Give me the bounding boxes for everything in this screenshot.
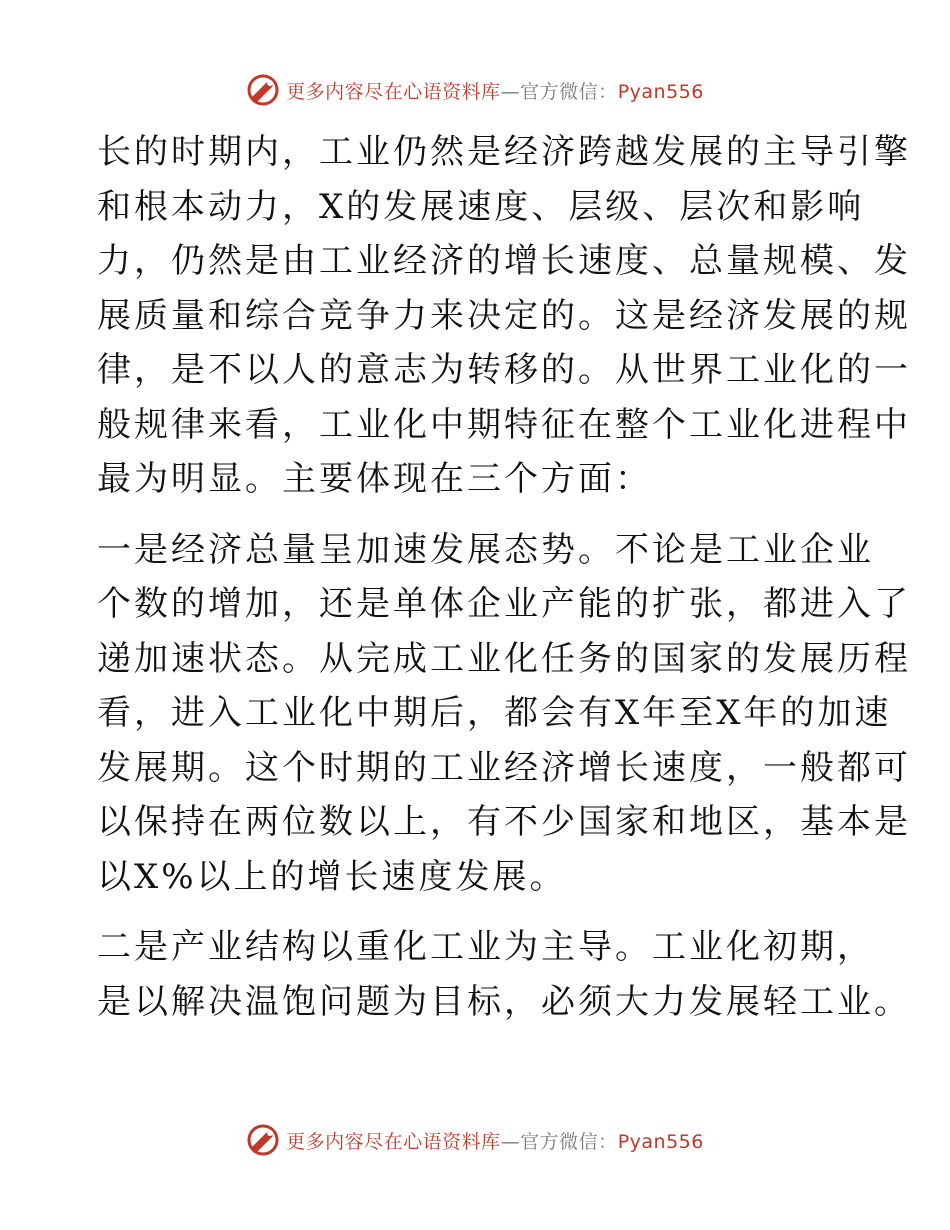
paragraph-3 (97, 920, 911, 1029)
text-line: 展质量和综合竞争力来决定的。这是经济发展的规 (97, 295, 911, 336)
text-line: 二是产业结构以重化工业为主导。工业化初期， (97, 927, 874, 967)
text-line: 般规律来看，工业化中期特征在整个工业化进程中 (97, 404, 911, 445)
header-banner (0, 70, 950, 110)
text-line: 以保持在两位数以上，有不少国家和地区，基本是 (97, 802, 911, 842)
paragraph-1 (97, 125, 911, 507)
text-line: 递加速状态。从完成工业化任务的国家的发展历程 (97, 638, 911, 679)
text-line: 力，仍然是由工业经济的增长速度、总量规模、发 (97, 241, 911, 281)
header-dash: — (500, 80, 521, 103)
footer-wechat-id: Pyan556 (617, 1130, 704, 1153)
paragraph-2 (97, 523, 911, 905)
text-line: 是以解决温饱问题为目标，必须大力发展轻工业。 (97, 981, 911, 1022)
document-body (97, 125, 911, 1029)
footer-wechat-label: 官方微信： (520, 1130, 618, 1153)
footer-site-text: 更多内容尽在心语资料库 (286, 1130, 501, 1153)
text-line: 看，进入工业化中期后，都会有X年至X年的加速 (97, 693, 892, 733)
text-line: 个数的增加，还是单体企业产能的扩张，都进入了 (97, 584, 911, 624)
text-line: 以X%以上的增长速度发展。 (97, 856, 567, 897)
text-line: 发展期。这个时期的工业经济增长速度，一般都可 (97, 747, 911, 788)
text-line: 律，是不以人的意志为转移的。从世界工业化的一 (97, 350, 911, 390)
header-site-text: 更多内容尽在心语资料库 (286, 80, 501, 103)
header-banner-text (286, 77, 704, 104)
text-line: 一是经济总量呈加速发展态势。不论是工业企业 (97, 529, 874, 570)
header-wechat-id: Pyan556 (617, 80, 704, 103)
footer-banner (0, 1120, 950, 1160)
brand-logo-icon (246, 1123, 280, 1157)
text-line: 和根本动力，X的发展速度、层级、层次和影响 (97, 186, 865, 227)
text-line: 最为明显。主要体现在三个方面： (97, 459, 652, 499)
text-line: 长的时期内，工业仍然是经济跨越发展的主导引擎 (97, 132, 911, 172)
footer-banner-text (286, 1127, 704, 1154)
header-wechat-label: 官方微信： (520, 80, 618, 103)
footer-dash: — (500, 1130, 521, 1153)
brand-logo-icon (246, 73, 280, 107)
